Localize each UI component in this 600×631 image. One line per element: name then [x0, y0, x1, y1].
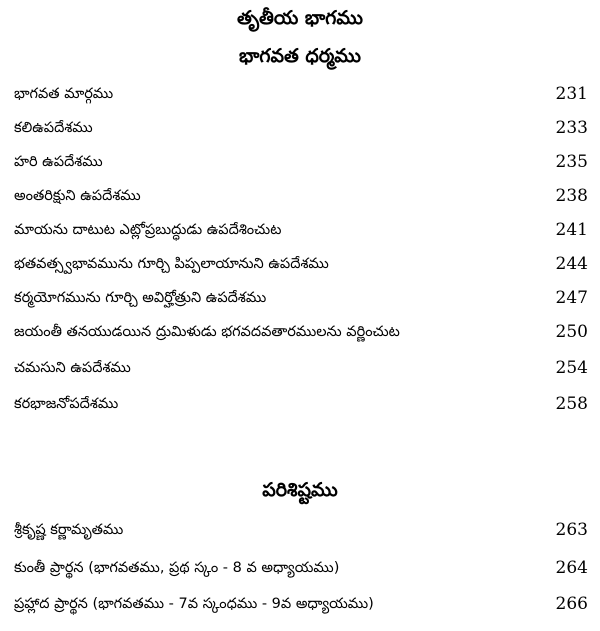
entry-title: మాయను దాటుట ఎట్లోప్రబుద్ధుడు ఉపదేశించుట [14, 222, 282, 238]
entry-page-number: 233 [555, 118, 588, 138]
entry-title: హరి ఉపదేశము [14, 154, 103, 170]
toc-entry [14, 320, 588, 346]
toc-entry [14, 116, 588, 142]
toc-entry [14, 392, 588, 418]
entry-page-number: 231 [555, 84, 588, 104]
entry-title: భాగవత మార్గము [14, 86, 114, 102]
entry-title: కుంతీ ప్రార్థన (భాగవతము, ప్రథ స్కం - 8 వ అధ్యాయము) [14, 560, 340, 576]
entry-page-number: 254 [555, 358, 588, 378]
toc-entry [14, 556, 588, 582]
entry-page-number: 244 [555, 254, 588, 274]
entry-title: భతవత్స్వభావమును గూర్చి పిప్పలాయానుని ఉపదేశము [14, 256, 329, 272]
entry-title: కర్మయోగమును గూర్చి అవిర్హోత్రుని ఉపదేశము [14, 290, 267, 306]
entry-page-number: 235 [555, 152, 588, 172]
toc-entry [14, 356, 588, 382]
entry-page-number: 258 [555, 394, 588, 414]
entry-page-number: 264 [555, 558, 588, 578]
toc-entry [14, 518, 588, 544]
entry-page-number: 238 [555, 186, 588, 206]
entry-page-number: 247 [555, 288, 588, 308]
toc-entry [14, 150, 588, 176]
toc-entry [14, 218, 588, 244]
entry-title: శ్రీకృష్ణ కర్ణామృతము [14, 522, 124, 538]
entry-title: జయంతీ తనయుడయిన ద్రుమిళుడు భగవదవతారములను వర్ణించుట [14, 324, 400, 340]
entry-title: కలిఉపదేశము [14, 120, 93, 136]
toc-entry [14, 82, 588, 108]
entry-page-number: 241 [555, 220, 588, 240]
appendix-title: పరిశిష్టము [262, 479, 338, 501]
toc-entry [14, 592, 588, 618]
entry-title: ప్రహ్లాద ప్రార్థన (భాగవతము - 7వ స్కంధము - 9వ అధ్యాయము) [14, 596, 374, 612]
entry-page-number: 266 [555, 594, 588, 614]
section-subtitle: భాగవత ధర్మము [239, 45, 361, 67]
toc-entry [14, 286, 588, 312]
entry-page-number: 250 [555, 322, 588, 342]
toc-entry [14, 184, 588, 210]
entry-title: అంతరిక్షుని ఉపదేశము [14, 188, 141, 204]
toc-entry [14, 252, 588, 278]
entry-page-number: 263 [555, 520, 588, 540]
entry-title: చమసుని ఉపదేశము [14, 360, 131, 376]
entry-title: కరభాజనోపదేశము [14, 396, 119, 412]
part-title: తృతీయ భాగము [236, 7, 363, 29]
